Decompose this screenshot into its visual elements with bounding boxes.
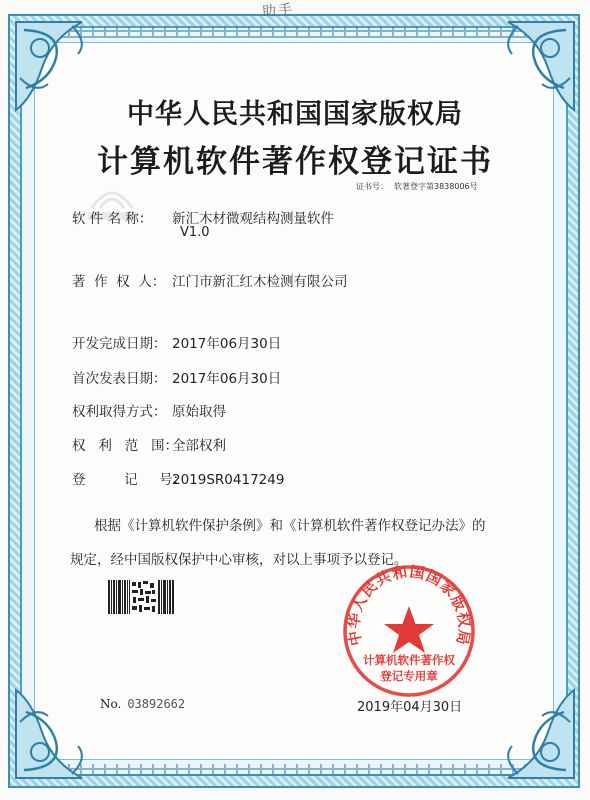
field-value: 2017年06月30日: [172, 336, 282, 352]
field-value: 2019SR0417249: [172, 472, 285, 488]
field-label: 开发完成日期：: [72, 336, 167, 352]
field-completion-date: [72, 332, 281, 352]
field-value: 全部权利: [172, 438, 226, 454]
field-software-name: [72, 207, 334, 227]
issuing-authority-title: 中华人民共和国国家版权局: [127, 99, 463, 130]
certificate-title: 计算机软件著作权登记证书: [97, 144, 493, 180]
issue-date: 2019年04月30日: [357, 700, 463, 715]
corner-ornament-icon: [12, 686, 108, 782]
field-value: 原始取得: [172, 404, 226, 420]
seal-ring-text: 中华人民共和国国家版权局: [344, 562, 474, 648]
field-label: 首次发表日期：: [72, 371, 167, 387]
certificate-number-value: 软著登字第3838006号: [394, 182, 478, 191]
field-publish-date: [72, 367, 281, 387]
serial-number: [100, 697, 185, 711]
serial-prefix: No.: [100, 697, 122, 711]
software-version: V1.0: [180, 225, 210, 240]
barcode-icon: [108, 580, 174, 614]
field-value: 江门市新汇红木检测有限公司: [172, 274, 348, 290]
field-value: 新汇木材微观结构测量软件: [172, 211, 334, 227]
field-label: 著 作 权 人：: [72, 274, 166, 290]
field-label: 权利取得方式：: [72, 404, 167, 420]
field-label: 权 利 范 围：: [72, 438, 179, 454]
handwritten-note: 助手: [261, 1, 295, 21]
serial-value: 03892662: [127, 697, 186, 711]
field-copyright-owner: [72, 270, 348, 290]
certificate-number: [356, 181, 478, 192]
seal-line2: 登记专用章: [380, 669, 438, 683]
legal-statement-line2: 规定，经中国版权保护中心审核，对以上事项予以登记。: [70, 552, 408, 568]
certificate-number-label: 证书号：: [356, 182, 388, 191]
field-registration-number: [72, 468, 284, 488]
field-value: 2017年06月30日: [172, 371, 282, 387]
field-rights-scope: [72, 434, 226, 454]
field-label: 软 件 名 称：: [72, 211, 153, 227]
seal-line1: 计算机软件著作权: [363, 653, 455, 667]
field-acquisition-method: [72, 400, 226, 420]
legal-statement-line1: 根据《计算机软件保护条例》和《计算机软件著作权登记办法》的: [94, 518, 486, 534]
field-label: 登 记 号：: [72, 472, 187, 488]
corner-ornament-icon: [482, 686, 578, 782]
